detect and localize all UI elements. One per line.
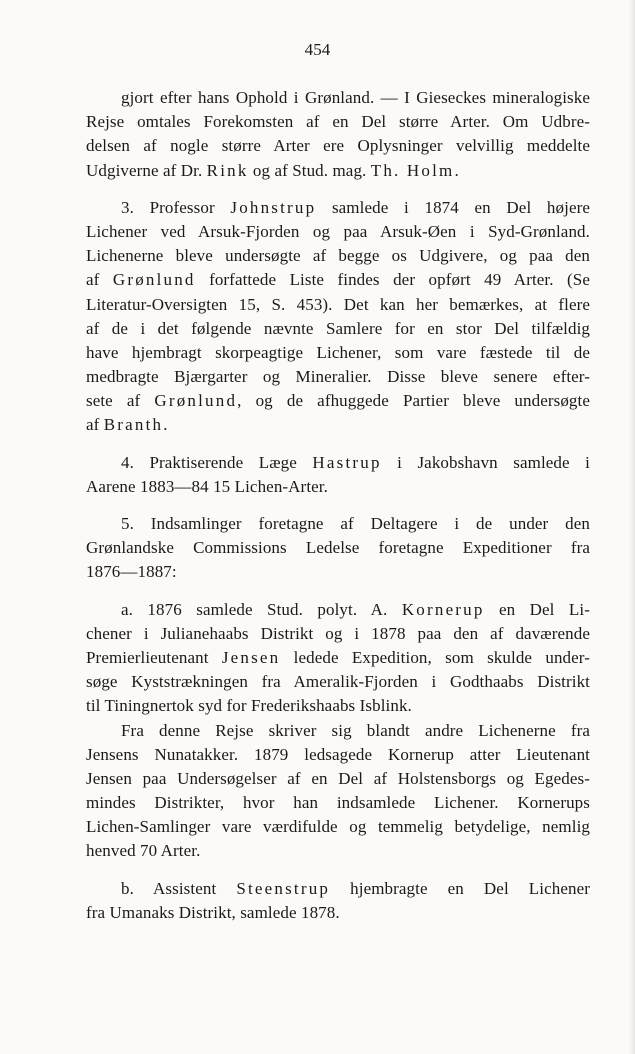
paragraph-gap bbox=[86, 585, 590, 598]
text-line bbox=[86, 646, 590, 670]
text-line bbox=[86, 622, 590, 646]
text-run: hjembragte en Del Lichener bbox=[330, 878, 591, 898]
text-line bbox=[86, 901, 590, 925]
page-edge-shadow bbox=[629, 0, 635, 1054]
spaced-name: Grønlund bbox=[112, 270, 196, 290]
paragraph-gap bbox=[86, 499, 590, 512]
text-run: en Del Li- bbox=[484, 599, 590, 619]
text-line bbox=[86, 268, 590, 292]
text-run: Jensen paa Undersøgelser af en Del af Holstensborgs og Egedes- bbox=[86, 768, 590, 788]
paragraph-gap bbox=[86, 864, 590, 877]
text-line bbox=[86, 196, 590, 220]
spaced-name: Th. Holm. bbox=[370, 160, 461, 180]
text-line bbox=[86, 341, 590, 365]
text-run: ledede Expedition, som skulde under- bbox=[280, 647, 590, 667]
text-line bbox=[86, 220, 590, 244]
text-line bbox=[86, 134, 590, 158]
paragraph bbox=[86, 719, 590, 864]
text-run: gjort efter hans Ophold i Grønland. — I Gieseckes mineralogiske bbox=[121, 88, 590, 107]
text-line bbox=[86, 560, 590, 584]
page-number: 454 bbox=[304, 40, 331, 59]
text-line bbox=[86, 293, 590, 317]
paragraph-gap bbox=[86, 438, 590, 451]
text-run: Rejse omtales Forekomsten af en Del større Arter. Om Udbre- bbox=[86, 112, 590, 132]
paragraph bbox=[86, 598, 590, 719]
text-line bbox=[86, 86, 590, 110]
text-line bbox=[86, 110, 590, 134]
paragraph bbox=[86, 196, 590, 438]
text-line bbox=[86, 743, 590, 767]
text-run: Lichenerne bleve undersøgte af begge os Udgivere, og paa den bbox=[86, 246, 590, 266]
text-line bbox=[86, 694, 590, 718]
paragraph bbox=[86, 86, 590, 183]
text-line bbox=[86, 475, 590, 499]
text-run: Lichener ved Arsuk-Fjorden og paa Arsuk-Øen i Syd-Grønland. bbox=[86, 221, 590, 241]
text-line bbox=[86, 365, 590, 389]
text-run: sete af bbox=[86, 391, 155, 411]
text-run: 5. Indsamlinger foretagne af Deltagere i de under den bbox=[121, 514, 590, 533]
text-run: medbragte Bjærgarter og Mineralier. Disse bleve senere efter- bbox=[86, 367, 590, 387]
text-run: 1876—1887: bbox=[86, 562, 177, 582]
text-line bbox=[86, 451, 590, 475]
text-run: Udgiverne af Dr. bbox=[86, 160, 207, 180]
text-line bbox=[86, 791, 590, 815]
text-run: Grønlandske Commissions Ledelse foretagne Expeditioner fra bbox=[86, 538, 590, 558]
text-run: Jensens Nunatakker. 1879 ledsagede Kornerup atter Lieutenant bbox=[86, 744, 590, 764]
paragraph bbox=[86, 451, 590, 499]
text-run: og af Stud. mag. bbox=[248, 160, 371, 180]
text-run: Premierlieutenant bbox=[86, 647, 222, 667]
text-run: 4. Praktiserende Læge bbox=[121, 452, 313, 472]
text-run: søge Kyststrækningen fra Ameralik-Fjorden i Godthaabs Distrikt bbox=[86, 672, 590, 692]
text-run: i Jakobshavn samlede i bbox=[381, 452, 590, 472]
text-line bbox=[86, 413, 590, 437]
text-line bbox=[86, 877, 590, 901]
text-run: samlede i 1874 en Del højere bbox=[316, 197, 591, 217]
text-line bbox=[86, 815, 590, 839]
text-run: til Tiningnertok syd for Frederikshaabs Isblink. bbox=[86, 696, 412, 716]
body-text bbox=[86, 86, 590, 925]
spaced-name: Grønlund bbox=[154, 391, 238, 411]
text-run: a. 1876 samlede Stud. polyt. A. bbox=[121, 599, 402, 619]
text-line bbox=[86, 317, 590, 341]
text-line bbox=[86, 598, 590, 622]
text-run: 3. Professor bbox=[121, 197, 231, 217]
paragraph bbox=[86, 877, 590, 925]
text-run: Aarene 1883—84 15 Lichen-Arter. bbox=[86, 476, 328, 496]
text-line bbox=[86, 767, 590, 791]
text-run: chener i Julianehaabs Distrikt og i 1878 paa den af daværende bbox=[86, 623, 590, 643]
text-line bbox=[86, 159, 590, 183]
spaced-name: Johnstrup bbox=[230, 197, 317, 217]
text-line bbox=[86, 389, 590, 413]
spaced-name: Hastrup bbox=[312, 452, 382, 472]
text-line bbox=[86, 536, 590, 560]
paragraph-gap bbox=[86, 183, 590, 196]
text-run: af de i det følgende nævnte Samlere for en stor Del tilfældig bbox=[86, 318, 590, 338]
spaced-name: Kornerup bbox=[401, 599, 485, 619]
text-line bbox=[86, 719, 590, 743]
text-run: , og de afhuggede Partier bleve undersøgte bbox=[237, 391, 591, 411]
text-run: b. Assistent bbox=[121, 878, 237, 898]
text-line bbox=[86, 670, 590, 694]
text-run: Fra denne Rejse skriver sig blandt andre Lichenerne fra bbox=[121, 720, 590, 740]
text-run: Lichen-Samlinger vare værdifulde og temmelig betydelige, nemlig bbox=[86, 817, 590, 837]
text-run: forfattede Liste findes der opført 49 Arter. (Se bbox=[195, 270, 590, 290]
text-run: af bbox=[86, 415, 104, 435]
text-line bbox=[86, 839, 590, 863]
spaced-name: Rink bbox=[206, 160, 249, 180]
paragraph bbox=[86, 512, 590, 585]
spaced-name: Jensen bbox=[221, 647, 281, 667]
spaced-name: Branth. bbox=[103, 415, 170, 435]
text-run: Literatur-Oversigten 15, S. 453). Det kan her bemærkes, at flere bbox=[86, 294, 590, 314]
text-line bbox=[86, 244, 590, 268]
text-run: fra Umanaks Distrikt, samlede 1878. bbox=[86, 902, 340, 922]
text-run: delsen af nogle større Arter ere Oplysninger velvillig meddelte bbox=[86, 136, 590, 156]
text-line bbox=[86, 512, 590, 536]
spaced-name: Steenstrup bbox=[236, 878, 331, 898]
text-run: henved 70 Arter. bbox=[86, 841, 201, 861]
text-run: have hjembragt skorpeagtige Lichener, som vare fæstede til de bbox=[86, 342, 590, 362]
text-run: mindes Distrikter, hvor han indsamlede Lichener. Kornerups bbox=[86, 793, 590, 813]
text-run: af bbox=[86, 270, 113, 290]
